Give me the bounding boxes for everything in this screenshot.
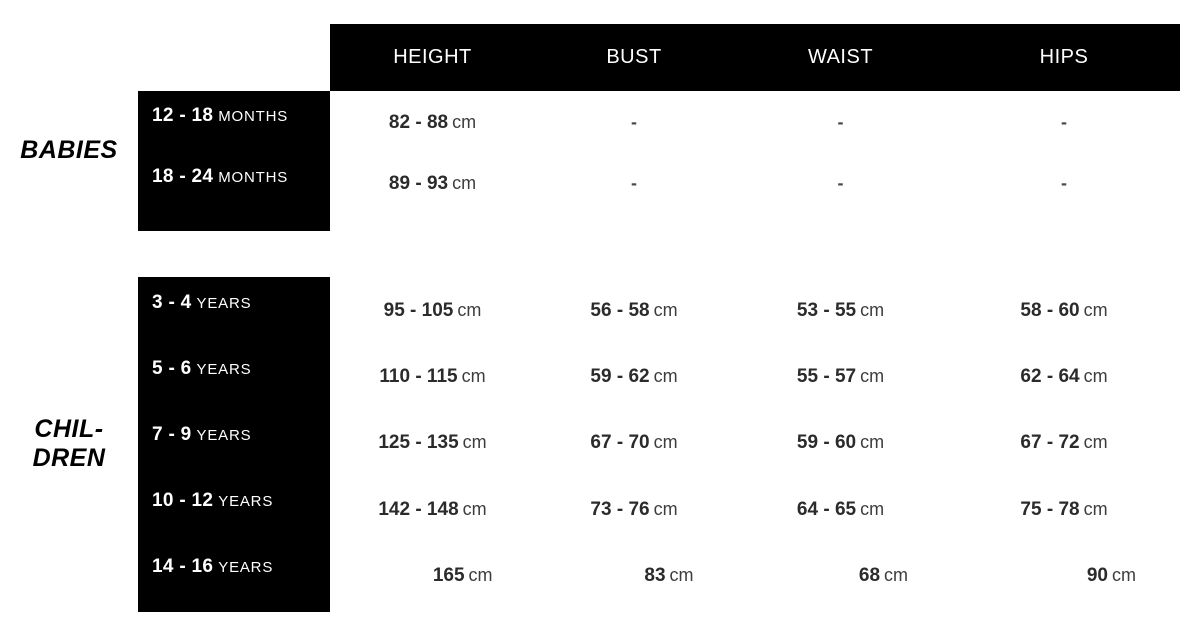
cell-waist: - (837, 173, 844, 193)
size-unit: YEARS (218, 559, 274, 576)
table-row (330, 300, 1180, 322)
table-header-row (330, 24, 1180, 91)
cell-waist: - (837, 112, 844, 132)
cell-waist: 59 - 60 cm (796, 432, 885, 453)
cell-hips: 75 - 78 cm (1020, 499, 1108, 520)
cell-height: 110 - 115 cm (379, 366, 486, 387)
cell-bust: 83 cm (644, 565, 694, 586)
cell-waist: 64 - 65 cm (796, 499, 885, 520)
cell-waist: 68 cm (858, 565, 909, 586)
category-label-children-line1: CHIL- (34, 415, 104, 443)
cell-hips: - (1061, 112, 1067, 132)
cell-hips: - (1061, 173, 1067, 193)
cell-height: 95 - 105 cm (383, 300, 482, 321)
cell-hips: 62 - 64 cm (1020, 366, 1108, 387)
cell-bust: - (631, 173, 637, 193)
table-row (330, 432, 1180, 454)
cell-height: 165 cm (432, 565, 493, 586)
size-label-children-1 (152, 358, 332, 380)
cell-bust: 59 - 62 cm (590, 366, 678, 387)
category-label-children (0, 415, 138, 473)
size-label-babies-0 (152, 105, 332, 127)
table-row (330, 499, 1180, 521)
cell-height: 142 - 148 cm (378, 499, 487, 520)
size-range: 18 - 24 (152, 166, 214, 187)
size-range: 14 - 16 (152, 556, 214, 577)
size-range: 10 - 12 (152, 490, 214, 511)
cell-hips: 90 cm (1086, 565, 1136, 586)
size-unit: YEARS (218, 493, 274, 510)
cell-height: 82 - 88 cm (388, 112, 477, 133)
table-row (330, 173, 1180, 195)
cell-waist: 53 - 55 cm (796, 300, 885, 321)
size-unit: YEARS (196, 427, 252, 444)
size-label-children-2 (152, 424, 332, 446)
cell-bust: 73 - 76 cm (590, 499, 678, 520)
size-range: 5 - 6 (152, 358, 192, 379)
column-header-bust: BUST (606, 46, 662, 68)
size-range: 7 - 9 (152, 424, 192, 445)
category-label-children-line2: DREN (32, 443, 106, 472)
cell-hips: 58 - 60 cm (1020, 300, 1108, 321)
cell-height: 125 - 135 cm (378, 432, 487, 453)
table-row (330, 366, 1180, 388)
cell-bust: 56 - 58 cm (590, 300, 678, 321)
size-label-babies-1 (152, 166, 332, 188)
cell-hips: 67 - 72 cm (1020, 432, 1108, 453)
column-header-height: HEIGHT (393, 46, 472, 68)
size-unit: YEARS (196, 295, 252, 312)
size-label-children-4 (152, 556, 332, 578)
cell-bust: - (631, 112, 637, 132)
size-unit: MONTHS (218, 108, 289, 125)
cell-bust: 67 - 70 cm (590, 432, 678, 453)
cell-height: 89 - 93 cm (388, 173, 477, 194)
cell-waist: 55 - 57 cm (796, 366, 885, 387)
size-range: 12 - 18 (152, 105, 214, 126)
size-range: 3 - 4 (152, 292, 192, 313)
size-unit: MONTHS (218, 169, 289, 186)
table-row (330, 565, 1180, 587)
size-label-children-0 (152, 292, 332, 314)
size-unit: YEARS (196, 361, 252, 378)
size-label-children-3 (152, 490, 332, 512)
table-row (330, 112, 1180, 134)
column-header-waist: WAIST (807, 46, 874, 68)
column-header-hips: HIPS (1039, 46, 1089, 68)
category-label-babies: BABIES (20, 136, 118, 164)
